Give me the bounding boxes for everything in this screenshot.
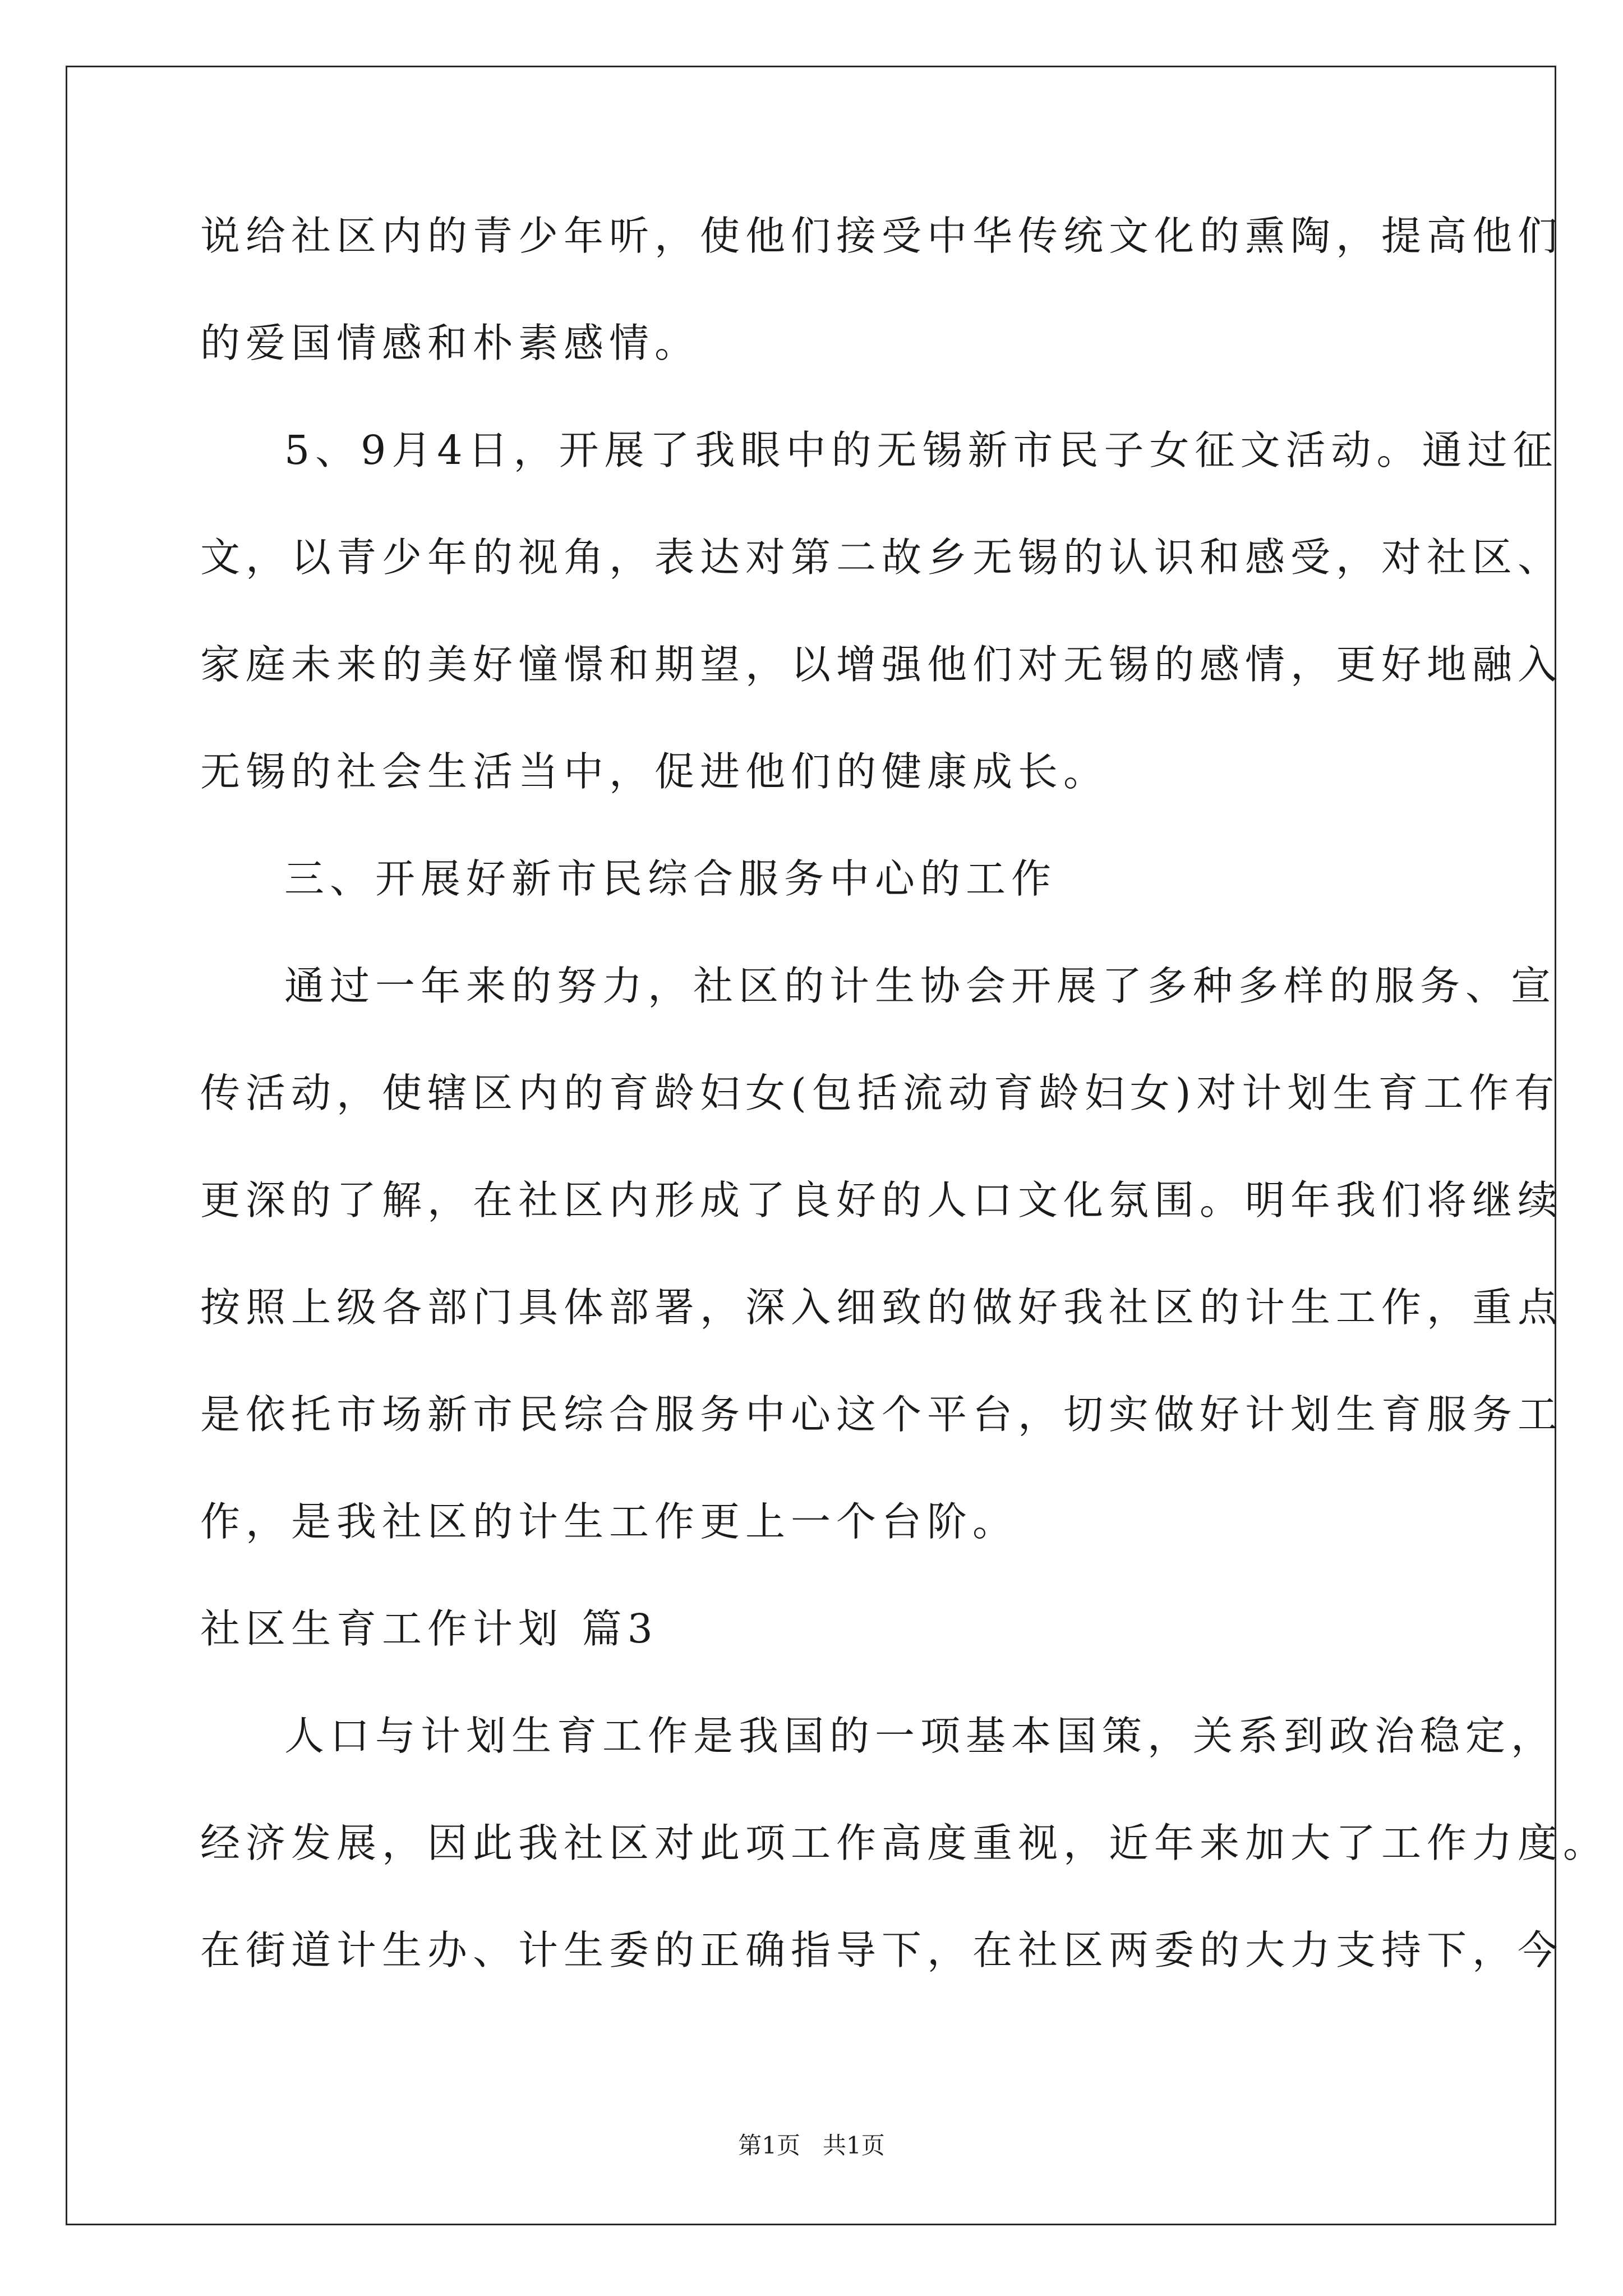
text-line: 说给社区内的青少年听，使他们接受中华传统文化的熏陶，提高他们 [200, 213, 1564, 259]
page-number-footer: 第1页 共1页 [738, 2132, 885, 2159]
text-line: 文，以青少年的视角，表达对第二故乡无锡的认识和感受，对社区、 [200, 534, 1564, 581]
text-line: 作，是我社区的计生工作更上一个台阶。 [200, 1498, 1018, 1545]
text-line: 在街道计生办、计生委的正确指导下，在社区两委的大力支持下，今 [200, 1927, 1564, 1973]
text-line: 经济发展，因此我社区对此项工作高度重视，近年来加大了工作力度。 [200, 1820, 1609, 1866]
paragraph-start-line: 通过一年来的努力，社区的计生协会开展了多种多样的服务、宣 [284, 963, 1557, 1009]
text-line: 无锡的社会生活当中，促进他们的健康成长。 [200, 748, 1109, 795]
section-heading: 三、开展好新市民综合服务中心的工作 [284, 855, 1057, 902]
article-title: 社区生育工作计划 篇3 [200, 1605, 658, 1652]
text-line: 的爱国情感和朴素感情。 [200, 320, 700, 366]
text-line: 是依托市场新市民综合服务中心这个平台，切实做好计划生育服务工 [200, 1391, 1564, 1438]
text-line: 更深的了解，在社区内形成了良好的人口文化氛围。明年我们将继续 [200, 1177, 1564, 1223]
text-line: 按照上级各部门具体部署，深入细致的做好我社区的计生工作，重点 [200, 1284, 1564, 1331]
paragraph-start-line: 5、9月4日，开展了我眼中的无锡新市民子女征文活动。通过征 [284, 427, 1559, 473]
paragraph-start-line: 人口与计划生育工作是我国的一项基本国策，关系到政治稳定， [284, 1713, 1557, 1759]
document-body [200, 213, 1609, 2037]
text-line: 传活动，使辖区内的育龄妇女(包括流动育龄妇女)对计划生育工作有 [200, 1070, 1560, 1116]
text-line: 家庭未来的美好憧憬和期望，以增强他们对无锡的感情，更好地融入 [200, 641, 1564, 688]
